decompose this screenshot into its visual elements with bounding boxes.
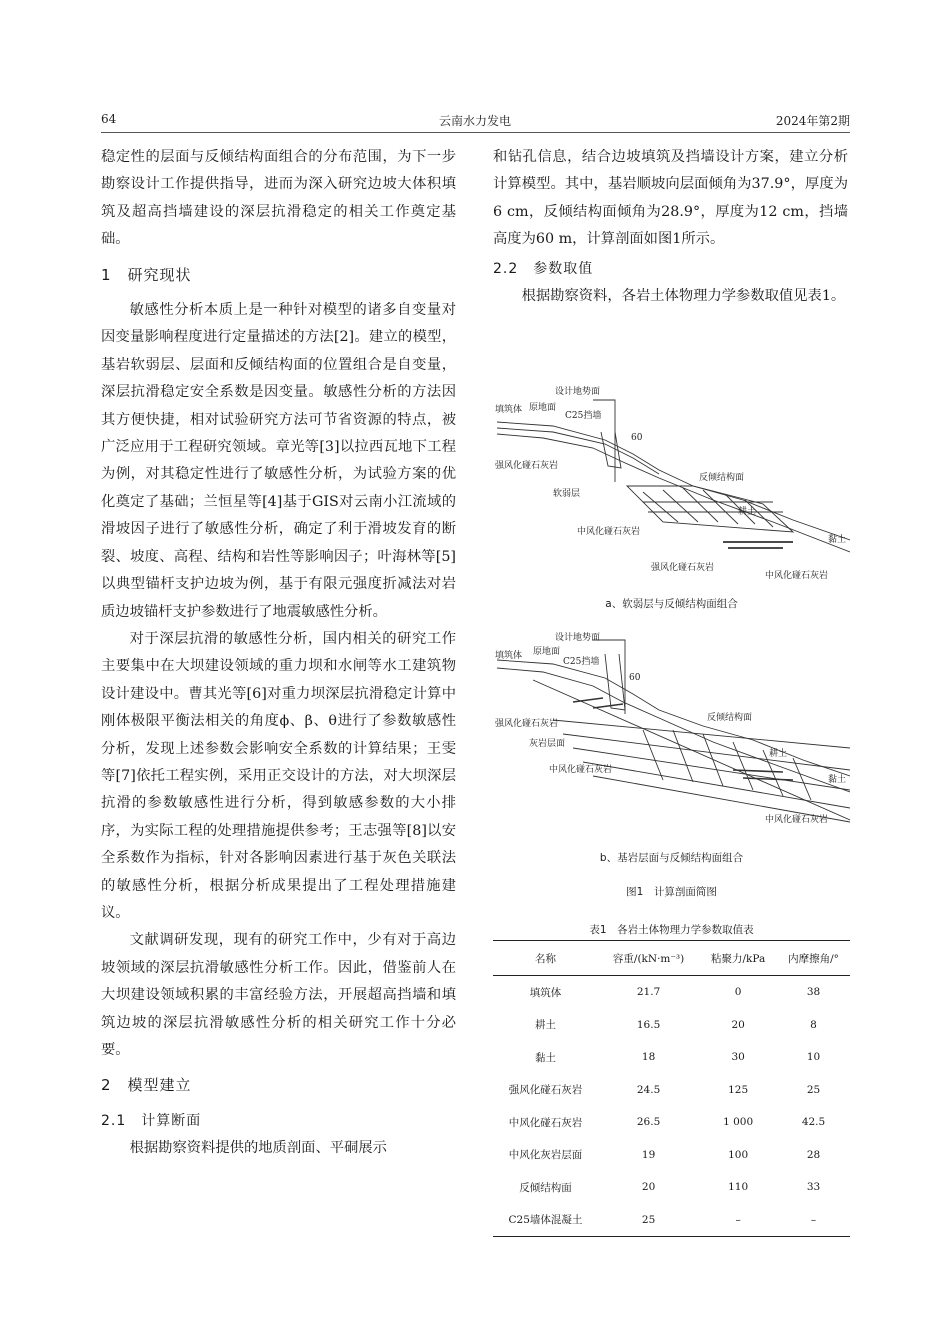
table-cell: 1 000 [723,1116,754,1129]
table-header-row [493,941,850,976]
table-cell: 0 [734,986,742,999]
label-mid-weathered-2: 中风化碰石灰岩 [765,815,829,825]
subsection-heading: 2.2 参数取值 [493,260,594,277]
table-cell: 20 [731,1018,745,1031]
paragraph: 根据勘察资料提供的地质剖面、平硐展示 [129,1140,387,1157]
label-fill: 填筑体 [495,405,523,415]
figure-a-caption: a、软弱层与反倾结构面组合 [605,598,738,610]
table-cell: 38 [806,986,821,999]
table-cell: 8 [810,1018,817,1031]
table-cell: – [699,1204,777,1237]
table-row [493,1041,850,1074]
label-strong-weathered: 强风化碰石灰岩 [495,461,559,471]
issue-label: 2024年第2期 [775,114,850,128]
table-cell: 18 [641,1051,656,1064]
table-row [493,1009,850,1042]
table-cell: 21.7 [636,986,661,999]
left-column [101,144,456,1163]
table-row [493,1106,850,1139]
label-height: 60 [631,433,643,443]
table-header-cell: 粘聚力/kPa [699,941,777,976]
journal-name: 云南水力发电 [438,114,511,128]
figure-caption: 图1 计算剖面简图 [626,886,717,898]
table-cell: 100 [728,1148,749,1161]
header-rule [101,132,850,133]
table-cell: 19 [641,1148,656,1161]
section-heading: 2 模型建立 [101,1076,192,1095]
table-row [493,1074,850,1107]
label-clay: 黏土 [828,775,847,785]
label-ground: 原地面 [529,403,557,413]
label-reverse-plane: 反倾结构面 [699,473,745,483]
table-cell: 反倾结构面 [519,1181,572,1194]
table-cell: 中风化灰岩层面 [508,1149,583,1162]
label-strong-weathered: 强风化碰石灰岩 [495,719,559,729]
table-caption: 表1 各岩土体物理力学参数取值表 [589,924,754,936]
label-design-surface: 设计地势面 [555,633,601,643]
table-cell: 30 [731,1051,745,1064]
label-strong-weathered-2: 强风化碰石灰岩 [651,563,715,573]
table-cell: 黏土 [534,1051,556,1064]
label-ground: 原地面 [533,647,561,657]
paragraph: 和钻孔信息，结合边坡填筑及挡墙设计方案，建立分析计算模型。其中，基岩顺坡向层面倾角为37.9°，厚度为6 cm，反倾结构面倾角为28.9°，厚度为12 cm，挡墙高度为60 m，计算剖面如图1所示。 [493,149,848,248]
paragraph: 稳定性的层面与反倾结构面组合的分布范围，为下一步勘察设计工作提供指导，进而为深入研究边坡大体积填筑及超高挡墙建设的深层抗滑稳定的相关工作奠定基础。 [101,149,456,248]
table-row [493,976,850,1009]
table-cell: 耕土 [534,1019,556,1032]
parameter-table [493,940,850,1237]
table-cell: 33 [806,1181,821,1194]
table-cell: 42.5 [801,1116,826,1129]
table-cell: 25 [806,1083,821,1096]
label-wall: C25挡墙 [563,657,600,667]
label-bedding-plane: 灰岩层面 [529,739,566,749]
right-column [493,144,848,310]
label-reverse-plane: 反倾结构面 [707,713,753,723]
paragraph: 对于深层抗滑的敏感性分析，国内相关的研究工作主要集中在大坝建设领域的重力坝和水闸等水工建筑物设计建设中。曹其光等[6]对重力坝深层抗滑稳定计算中刚体极限平衡法相关的角度ϕ、β、θ进行了参数敏感性分析，发现上述参数会影响安全系数的计算结果；王雯等[7]依托工程实例，采用正交设计的方法，对大坝深层抗滑的参数敏感性进行分析，得到敏感参数的大小排序，为实际工程的处理措施提供参考；王志强等[8]以安全系数作为指标，针对各影响因素进行基于灰色关联法的敏感性分析，根据分析成果提出了工程处理措施建议。 [101,630,456,921]
section-heading: 1 研究现状 [101,265,192,284]
label-weak-layer: 软弱层 [553,489,581,499]
table-cell: 125 [728,1083,749,1096]
label-mid-weathered-2: 中风化碰石灰岩 [765,571,829,581]
table-cell: 25 [598,1204,699,1237]
label-mid-weathered: 中风化碰石灰岩 [549,765,613,775]
table-cell: 26.5 [636,1116,661,1129]
label-mid-weathered: 中风化碰石灰岩 [577,527,641,537]
table-cell: 24.5 [636,1083,661,1096]
table-row [493,1139,850,1172]
label-design-surface: 设计地势面 [555,387,601,397]
paragraph: 敏感性分析本质上是一种针对模型的诸多自变量对因变量影响程度进行定量描述的方法[2]。建立的模型，基岩软弱层、层面和反倾结构面的位置组合是自变量，深层抗滑稳定安全系数是因变量。敏感性分析的方法因其方便快捷，相对试验研究方法可节省资源的特点，被广泛应用于工程研究领域。章光等[3]以拉西瓦地下工程为例，对其稳定性进行了敏感性分析，为试验方案的优化奠定了基础；兰恒星等[4]基于GIS对云南小江流域的滑坡因子进行了敏感性分析，确定了利于滑坡发育的断裂、坡度、高程、结构和岩性等影响因子；叶海林等[5]以典型锚杆支护边坡为例，基于有限元强度折减法对岩质边坡锚杆支护参数进行了地震敏感性分析。 [101,302,456,620]
table-cell: 中风化碰石灰岩 [508,1116,583,1129]
paragraph: 文献调研发现，现有的研究工作中，少有对于高边坡领域的深层抗滑敏感性分析工作。因此，借鉴前人在大坝建设领域积累的丰富经验方法，开展超高挡墙和填筑边坡的深层抗滑敏感性分析的相关研究工作十分必要。 [101,932,456,1058]
table-cell: 20 [641,1181,656,1194]
label-clay: 黏土 [828,535,847,545]
table-header-cell: 名称 [493,941,598,976]
label-wall: C25挡墙 [565,411,602,421]
table-cell: C25墙体混凝土 [493,1204,598,1237]
label-cultivated-soil: 耕土 [769,749,788,759]
table-cell: 10 [806,1051,821,1064]
page-number: 64 [101,112,117,126]
table-cell: 强风化碰石灰岩 [508,1084,583,1097]
table-header-cell: 内摩擦角/° [777,941,850,976]
table-cell: 28 [806,1148,821,1161]
subsection-heading: 2.1 计算断面 [101,1112,202,1129]
label-height: 60 [629,673,641,683]
figure-b-diagram [493,630,850,830]
figure-b-caption: b、基岩层面与反倾结构面组合 [599,852,744,864]
table-header-cell: 容重/(kN·m⁻³) [598,941,699,976]
table-cell: 16.5 [636,1018,661,1031]
table-row [493,1204,850,1237]
label-fill: 填筑体 [495,651,523,661]
table-cell: 填筑体 [529,986,562,999]
table-row [493,1171,850,1204]
paragraph: 根据勘察资料，各岩土体物理力学参数取值见表1。 [521,288,846,305]
table-cell: – [777,1204,850,1237]
table-cell: 110 [728,1181,749,1194]
figure-a-diagram [493,382,850,587]
label-cultivated-soil: 耕土 [738,507,757,517]
